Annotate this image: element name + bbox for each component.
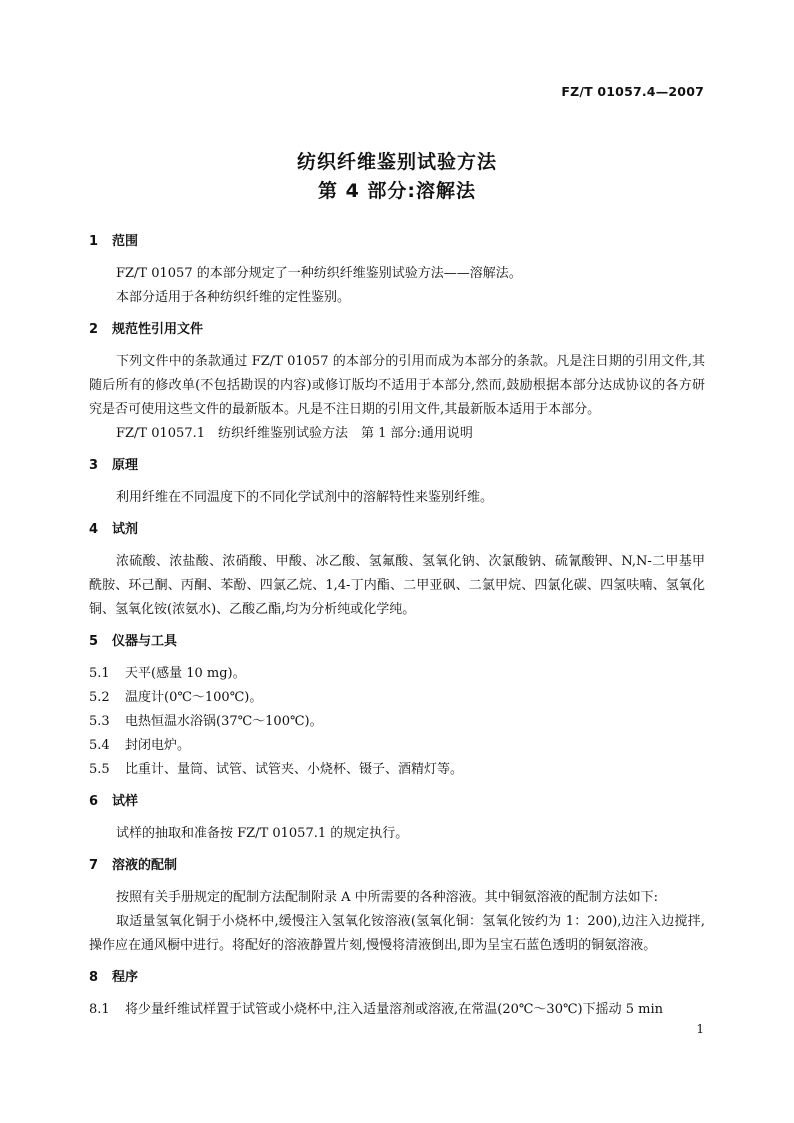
paragraph: FZ/T 01057 的本部分规定了一种纺织纤维鉴别试验方法——溶解法。 [116, 266, 522, 281]
item-number: 8.1 [89, 1002, 110, 1017]
section-number: 1 [89, 234, 99, 249]
item-number: 5.4 [89, 738, 110, 753]
item-number: 5.2 [89, 690, 110, 705]
list-item [89, 686, 705, 710]
section-heading [89, 968, 705, 988]
section-number: 3 [89, 458, 99, 473]
item-text: 比重计、量筒、试管、试管夹、小烧杯、镊子、酒精灯等。 [125, 762, 464, 777]
list-item [89, 998, 705, 1022]
list-item [89, 758, 705, 782]
item-text: 天平(感量 10 mg)。 [125, 666, 246, 681]
reference-item: FZ/T 01057.1 纺织纤维鉴别试验方法 第 1 部分:通用说明 [116, 426, 473, 441]
section-heading [89, 632, 705, 652]
section-principle [89, 456, 705, 510]
section-number: 7 [89, 858, 99, 873]
paragraph: 按照有关手册规定的配制方法配制附录 A 中所需要的各种溶液。其中铜氨溶液的配制方法如下: [116, 890, 659, 905]
item-number: 5.1 [89, 666, 110, 681]
paragraph: 本部分适用于各种纺织纤维的定性鉴别。 [116, 290, 351, 305]
document-title: 纺织纤维鉴别试验方法 [296, 151, 497, 173]
item-text: 封闭电炉。 [125, 738, 191, 753]
section-heading [89, 856, 705, 876]
section-heading [89, 232, 705, 252]
document-body [89, 232, 705, 1032]
section-number: 4 [89, 522, 99, 537]
item-text: 电热恒温水浴锅(37℃～100℃)。 [125, 714, 323, 729]
section-solution-preparation [89, 856, 705, 958]
section-heading [89, 456, 705, 476]
section-heading [89, 520, 705, 540]
item-text: 温度计(0℃～100℃)。 [125, 690, 263, 705]
section-title: 仪器与工具 [112, 634, 178, 649]
list-item [89, 710, 705, 734]
section-normative-references [89, 320, 705, 446]
procedure-list [89, 998, 705, 1022]
title-block [0, 148, 794, 206]
item-number: 5.3 [89, 714, 110, 729]
paragraph: 浓硫酸、浓盐酸、浓硝酸、甲酸、冰乙酸、氢氟酸、氢氧化钠、次氯酸钠、硫氰酸钾、N,N-二甲基甲酰胺、环己酮、丙酮、苯酚、四氯乙烷、1,4-丁内酯、二甲亚砜、二氯甲烷、四氯化碳、四氢呋喃、氢氧化铜、氢氧化铵(浓氨水)、乙酸乙酯,均为分析纯或化学纯。 [89, 554, 705, 617]
item-number: 5.5 [89, 762, 110, 777]
section-reagents [89, 520, 705, 622]
item-text: 将少量纤维试样置于试管或小烧杯中,注入适量溶剂或溶液,在常温(20℃～30℃)下摇动 5 min [125, 1002, 663, 1017]
section-title: 溶液的配制 [112, 858, 178, 873]
section-scope [89, 232, 705, 310]
section-number: 5 [89, 634, 99, 649]
section-procedure [89, 968, 705, 1022]
section-specimen [89, 792, 705, 846]
section-title: 试样 [112, 794, 139, 809]
list-item [89, 734, 705, 758]
document-subtitle: 第 4 部分:溶解法 [317, 180, 477, 202]
section-heading [89, 792, 705, 812]
paragraph: 利用纤维在不同温度下的不同化学试剂中的溶解特性来鉴别纤维。 [116, 490, 494, 505]
section-title: 规范性引用文件 [112, 322, 204, 337]
section-title: 原理 [112, 458, 139, 473]
page-number: 1 [696, 1022, 704, 1036]
section-apparatus [89, 632, 705, 782]
section-heading [89, 320, 705, 340]
apparatus-list [89, 662, 705, 782]
paragraph: 取适量氢氧化铜于小烧杯中,缓慢注入氢氧化铵溶液(氢氧化铜：氢氧化铵约为 1：200),边注入边搅拌,操作应在通风橱中进行。将配好的溶液静置片刻,慢慢将清液倒出,即为呈宝石蓝色透明的铜氨溶液。 [89, 914, 705, 953]
paragraph: 试样的抽取和准备按 FZ/T 01057.1 的规定执行。 [116, 826, 409, 841]
list-item [89, 662, 705, 686]
paragraph: 下列文件中的条款通过 FZ/T 01057 的本部分的引用而成为本部分的条款。凡是注日期的引用文件,其随后所有的修改单(不包括勘误的内容)或修订版均不适用于本部分,然而,鼓励根据本部分达成协议的各方研究是否可使用这些文件的最新版本。凡是不注日期的引用文件,其最新版本适用于本部分。 [89, 354, 705, 417]
standard-code: FZ/T 01057.4—2007 [561, 84, 704, 99]
section-title: 范围 [112, 234, 139, 249]
section-title: 试剂 [112, 522, 139, 537]
section-number: 6 [89, 794, 99, 809]
section-number: 8 [89, 970, 99, 985]
section-title: 程序 [112, 970, 139, 985]
section-number: 2 [89, 322, 99, 337]
